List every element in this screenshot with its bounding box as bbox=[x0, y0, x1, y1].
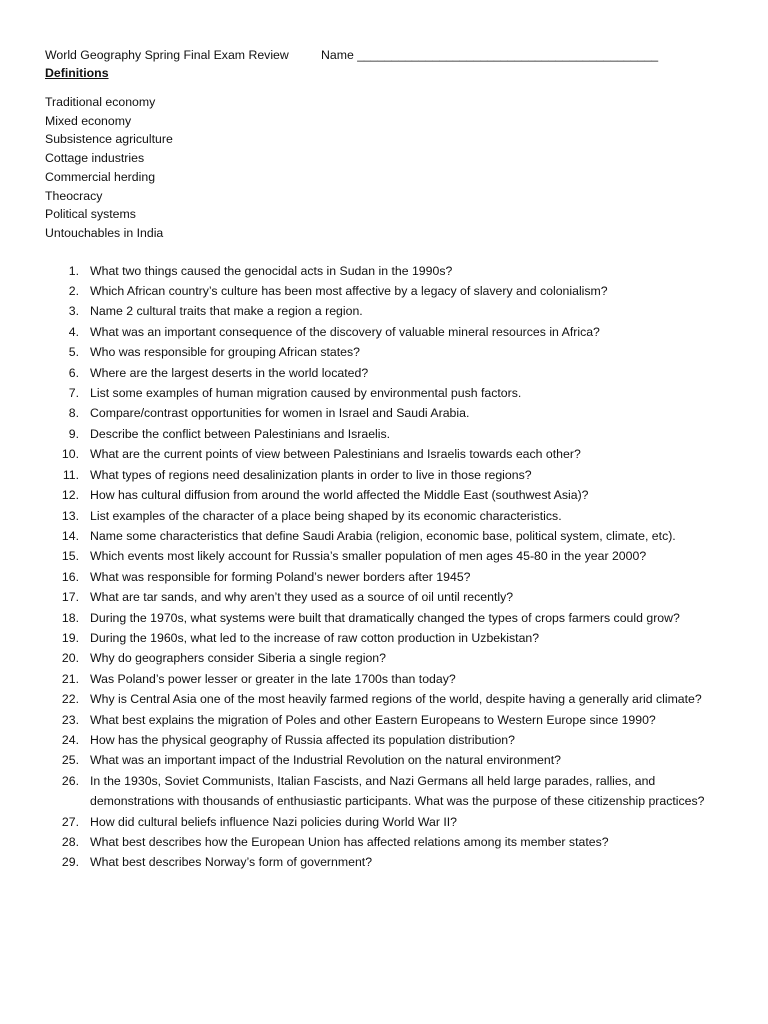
question-text: What are the current points of view between Palestinians and Israelis towards each other? bbox=[90, 447, 581, 462]
question-number-cell bbox=[45, 587, 90, 607]
question-number: 19. bbox=[61, 630, 79, 645]
question-item bbox=[45, 465, 735, 485]
question-number: 21. bbox=[61, 671, 79, 686]
question-number: 11. bbox=[62, 467, 79, 482]
question-text: Where are the largest deserts in the world located? bbox=[90, 365, 369, 380]
question-text: Name some characteristics that define Saudi Arabia (religion, economic base, political system, climate, etc). bbox=[90, 528, 676, 543]
question-text: What best describes Norway’s form of government? bbox=[90, 855, 373, 870]
question-number: 2. bbox=[68, 284, 79, 299]
question-text: What are tar sands, and why aren’t they used as a source of oil until recently? bbox=[90, 590, 514, 605]
question-number-cell bbox=[45, 812, 90, 832]
question-number: 1. bbox=[68, 263, 79, 278]
question-number: 22. bbox=[61, 692, 79, 707]
question-number-cell bbox=[45, 261, 90, 281]
question-item bbox=[45, 832, 735, 852]
question-number: 28. bbox=[61, 835, 79, 849]
definition-term: Commercial herding bbox=[45, 169, 156, 184]
question-number: 5. bbox=[68, 345, 79, 360]
question-number-cell bbox=[45, 424, 90, 444]
question-number: 27. bbox=[61, 814, 79, 829]
definition-term: Mixed economy bbox=[45, 113, 132, 128]
question-number: 23. bbox=[61, 712, 79, 727]
definition-term: Subsistence agriculture bbox=[45, 132, 173, 147]
definition-term: Traditional economy bbox=[45, 95, 156, 109]
question-number: 8. bbox=[68, 406, 79, 421]
question-item bbox=[45, 281, 735, 301]
question-number-cell bbox=[45, 363, 90, 383]
definition-term: Political systems bbox=[45, 207, 136, 222]
question-number-cell bbox=[45, 444, 90, 464]
question-text: How has cultural diffusion from around the world affected the Middle East (southwest Asia)? bbox=[90, 488, 589, 503]
question-number-cell bbox=[45, 403, 90, 423]
question-item bbox=[45, 424, 735, 444]
question-number: 12. bbox=[61, 488, 79, 503]
question-item bbox=[45, 444, 735, 464]
question-number-cell bbox=[45, 485, 90, 505]
question-text: Which African country’s culture has been most affective by a legacy of slavery and colonialism? bbox=[90, 284, 608, 299]
question-item bbox=[45, 587, 735, 607]
question-text: Why do geographers consider Siberia a single region? bbox=[90, 651, 386, 666]
question-text: What best describes how the European Union has affected relations among its member states? bbox=[90, 835, 609, 849]
name-field-label: Name ____________________________________________ bbox=[321, 48, 659, 62]
question-number: 7. bbox=[68, 386, 79, 401]
question-item bbox=[45, 506, 735, 526]
question-number-cell bbox=[45, 628, 90, 648]
question-number-cell bbox=[45, 301, 90, 321]
question-item bbox=[45, 689, 735, 709]
question-item bbox=[45, 403, 735, 423]
question-number-cell bbox=[45, 608, 90, 628]
definition-term: Cottage industries bbox=[45, 151, 145, 166]
question-text: List examples of the character of a place being shaped by its economic characteristics. bbox=[90, 508, 562, 523]
question-number-cell bbox=[45, 281, 90, 301]
question-text: How has the physical geography of Russia affected its population distribution? bbox=[90, 732, 515, 747]
question-item bbox=[45, 608, 735, 628]
question-number: 14. bbox=[61, 528, 79, 543]
question-text: What was an important consequence of the discovery of valuable mineral resources in Africa? bbox=[90, 324, 600, 339]
question-item bbox=[45, 771, 735, 812]
question-number: 20. bbox=[61, 651, 79, 666]
question-number-cell bbox=[45, 465, 90, 485]
question-item bbox=[45, 567, 735, 587]
question-item bbox=[45, 852, 735, 872]
question-number: 17. bbox=[61, 590, 79, 605]
question-text: During the 1970s, what systems were built that dramatically changed the types of crops farmers could grow? bbox=[90, 610, 680, 625]
question-text: How did cultural beliefs influence Nazi policies during World War II? bbox=[90, 814, 458, 829]
question-number-cell bbox=[45, 750, 90, 770]
question-item bbox=[45, 812, 735, 832]
question-number-cell bbox=[45, 322, 90, 342]
question-number-cell bbox=[45, 771, 90, 791]
question-text: What was an important impact of the Industrial Revolution on the natural environment? bbox=[90, 753, 561, 768]
document-page bbox=[45, 46, 735, 873]
question-item bbox=[45, 322, 735, 342]
question-number-cell bbox=[45, 546, 90, 566]
question-number-cell bbox=[45, 526, 90, 546]
question-number: 16. bbox=[61, 569, 79, 584]
question-text: Compare/contrast opportunities for women in Israel and Saudi Arabia. bbox=[90, 406, 470, 421]
question-text: What was responsible for forming Poland’s newer borders after 1945? bbox=[90, 569, 471, 584]
question-number: 26. bbox=[61, 773, 79, 788]
question-item bbox=[45, 261, 735, 281]
document-header bbox=[45, 46, 735, 64]
question-item bbox=[45, 750, 735, 770]
question-text: Was Poland’s power lesser or greater in the late 1700s than today? bbox=[90, 671, 456, 686]
document-title: World Geography Spring Final Exam Review bbox=[45, 48, 289, 62]
question-item bbox=[45, 363, 735, 383]
question-number: 15. bbox=[61, 549, 79, 564]
question-item bbox=[45, 710, 735, 730]
question-item bbox=[45, 301, 735, 321]
question-number-cell bbox=[45, 832, 90, 852]
question-text: Name 2 cultural traits that make a region a region. bbox=[90, 304, 363, 319]
question-item bbox=[45, 648, 735, 668]
question-text: What types of regions need desalinization plants in order to live in those regions? bbox=[90, 467, 532, 482]
question-text: List some examples of human migration caused by environmental push factors. bbox=[90, 386, 522, 401]
question-number-cell bbox=[45, 648, 90, 668]
definitions-heading: Definitions bbox=[45, 66, 109, 80]
question-number-cell bbox=[45, 383, 90, 403]
question-number: 6. bbox=[68, 365, 79, 380]
question-number: 3. bbox=[68, 304, 79, 319]
question-number: 10. bbox=[61, 447, 79, 462]
definitions-list bbox=[45, 93, 735, 243]
question-number: 9. bbox=[68, 426, 79, 441]
question-number-cell bbox=[45, 730, 90, 750]
question-number-cell bbox=[45, 506, 90, 526]
definition-term: Untouchables in India bbox=[45, 225, 164, 240]
question-number-cell bbox=[45, 689, 90, 709]
question-number: 4. bbox=[68, 324, 79, 339]
question-text: Which events most likely account for Russia’s smaller population of men ages 45-80 in the year 2000? bbox=[90, 549, 647, 564]
question-item bbox=[45, 669, 735, 689]
question-number: 29. bbox=[61, 855, 79, 870]
question-list bbox=[45, 261, 735, 873]
question-item bbox=[45, 485, 735, 505]
question-number-cell bbox=[45, 342, 90, 362]
question-item bbox=[45, 546, 735, 566]
question-number: 24. bbox=[61, 732, 79, 747]
question-item bbox=[45, 730, 735, 750]
question-text: During the 1960s, what led to the increase of raw cotton production in Uzbekistan? bbox=[90, 630, 540, 645]
question-item bbox=[45, 342, 735, 362]
question-text: What two things caused the genocidal acts in Sudan in the 1990s? bbox=[90, 263, 453, 278]
question-number: 25. bbox=[61, 753, 79, 768]
question-number-cell bbox=[45, 852, 90, 872]
definition-term: Theocracy bbox=[45, 188, 103, 203]
question-item bbox=[45, 526, 735, 546]
question-text: Why is Central Asia one of the most heavily farmed regions of the world, despite having a generally arid climate? bbox=[90, 692, 702, 707]
question-number-cell bbox=[45, 669, 90, 689]
question-text: In the 1930s, Soviet Communists, Italian Fascists, and Nazi Germans all held large parades, rallies, and demonstrations with thousands of enthusiastic participants. What was the purpose of these citizenship practices? bbox=[90, 773, 705, 809]
question-text: Describe the conflict between Palestinians and Israelis. bbox=[90, 426, 391, 441]
question-number-cell bbox=[45, 567, 90, 587]
question-number-cell bbox=[45, 710, 90, 730]
question-number: 13. bbox=[61, 508, 79, 523]
question-text: What best explains the migration of Poles and other Eastern Europeans to Western Europe since 1990? bbox=[90, 712, 656, 727]
question-item bbox=[45, 628, 735, 648]
question-item bbox=[45, 383, 735, 403]
question-number: 18. bbox=[61, 610, 79, 625]
question-text: Who was responsible for grouping African states? bbox=[90, 345, 360, 360]
